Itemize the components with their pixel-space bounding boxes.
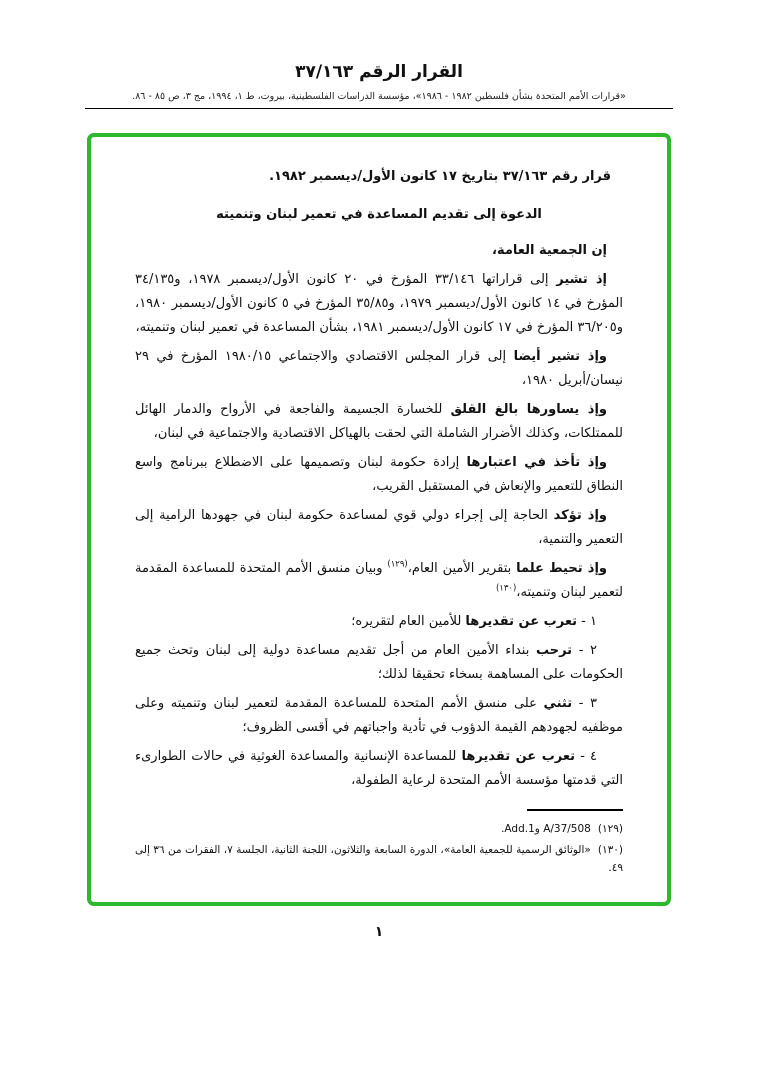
footnote-marker: (١٣٠) [597,844,623,856]
footnote-reference: (١٣٠) [495,583,517,594]
resolution-paragraph: إذ تشير إلى قراراتها ٣٣/١٤٦ المؤرخ في ٢٠ كانون الأول/ديسمبر ١٩٧٨، و٣٤/١٣٥ المؤرخ في ١٤ كانون الأول/ديسمبر ١٩٧٩، و٣٥/٨٥ المؤرخ في ٥ كانون الأول/ديسمبر ١٩٨٠، و٣٦/٢٠٥ المؤرخ في ١٧ كانون الأول/ديسمبر ١٩٨١، بشأن المساعدة في تعمير لبنان وتنميته، [135,272,623,335]
footnote-divider [527,809,623,811]
source-citation: «قرارات الأمم المتحدة بشأن فلسطين ١٩٨٢ - ١٩٨٦»، مؤسسة الدراسات الفلسطينية، بيروت، ط ١، ١٩٩٤، مج ٣، ص ٨٥ - ٨٦. [132,91,626,102]
footnote-marker: (١٢٩) [597,823,623,835]
resolution-body [135,239,623,793]
resolution-paragraph: ٣ - تثني على منسق الأمم المتحدة للمساعدة المقدمة لتعمير لبنان وتنميته وعلى موظفيه لجهودهم القيمة الدؤوب في تأدية واجباتهم في أقسى الظروف؛ [135,696,623,735]
resolution-paragraph: وإذ تأخذ في اعتبارها إرادة حكومة لبنان وتصميمها على الاضطلاع ببرنامج واسع النطاق للتعمير والإنعاش في المستقبل القريب، [135,455,623,494]
resolution-paragraph: ١ - تعرب عن تقديرها للأمين العام لتقريره؛ [351,614,597,629]
header-divider [85,108,673,109]
resolution-paragraph: وإذ تحيط علما بتقرير الأمين العام،$^{(١٢٩)}$ وبيان منسق الأمم المتحدة للمساعدة المقدمة لتعمير لبنان وتنميته،$^{(١٣٠)}$ [135,559,623,600]
footnotes-list [135,820,623,877]
resolution-paragraph: وإذ تؤكد الحاجة إلى إجراء دولي قوي لمساعدة حكومة لبنان في جهودها الرامية إلى التعمير والتنمية، [135,508,623,547]
resolution-frame [87,133,671,906]
footnote-reference: (١٢٩) [387,559,408,570]
footnotes-section [135,809,623,877]
resolution-paragraph: وإذ يساورها بالغ القلق للخسارة الجسيمة والفاجعة في الأرواح والدمار الهائل للممتلكات، وكذلك الأضرار الشاملة التي لحقت بالهياكل الاقتصادية والاجتماعية في لبنان، [135,402,623,441]
page-number: ١ [374,924,384,940]
resolution-paragraph: إن الجمعية العامة، [492,243,607,258]
resolution-subject: الدعوة إلى تقديم المساعدة في تعمير لبنان وتنميته [216,207,542,222]
resolution-paragraph: وإذ تشير أيضا إلى قرار المجلس الاقتصادي والاجتماعي ١٩٨٠/١٥ المؤرخ في ٢٩ نيسان/أبريل ١٩٨٠، [135,349,623,388]
resolution-paragraph: ٤ - تعرب عن تقديرها للمساعدة الإنسانية والمساعدة الغوثية في حالات الطوارىء التي قدمتها مؤسسة الأمم المتحدة لرعاية الطفولة، [135,749,623,788]
footnote [135,841,623,877]
footnote [135,820,623,838]
resolution-heading: قرار رقم ٣٧/١٦٣ بتاريخ ١٧ كانون الأول/ديسمبر ١٩٨٢. [269,169,611,184]
document-header [0,0,758,109]
resolution-paragraph: ٢ - ترحب بنداء الأمين العام من أجل تقديم مساعدة دولية إلى لبنان وتحث جميع الحكومات على المساهمة بسخاء تحقيقا لذلك؛ [135,643,623,682]
document-title: القرار الرقم ٣٧/١٦٣ [295,62,463,82]
footnote-text: A/37/508 وAdd.1. [501,823,591,835]
footnote-text: «الوثائق الرسمية للجمعية العامة»، الدورة السابعة والثلاثون، اللجنة الثانية، الجلسة ٧، الفقرات من ٣٦ إلى ٤٩. [135,844,623,874]
